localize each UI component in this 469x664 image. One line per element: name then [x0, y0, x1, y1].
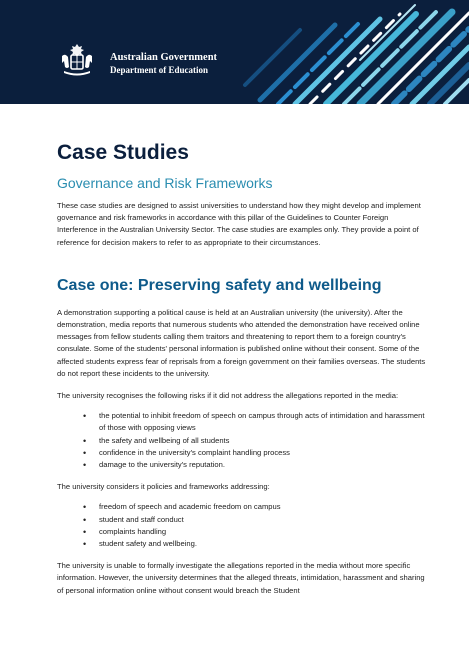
list-item: • freedom of speech and academic freedom on campus [83, 501, 427, 513]
case-one-paragraph-1: A demonstration supporting a political cause is held at an Australian university (the university). After the demonstration, media reports that numerous students who attended the demonstration have received online messages from fellow students calling them traitors and threatening to report them to a foreign country's consulate. Some of the students' personal information is published online without their consent. Some of the affected students express fear of reprisals from a foreign government on their families overseas. The students do not report these incidents to the university. [57, 307, 426, 378]
list-item: • damage to the university's reputation. [83, 459, 427, 471]
page-subtitle: Governance and Risk Frameworks [57, 175, 273, 191]
coat-of-arms-icon [58, 42, 96, 78]
header-banner [0, 0, 469, 104]
decorative-stripes [240, 0, 469, 104]
list-item: • complaints handling [83, 526, 427, 538]
case-one-paragraph-4: The university is unable to formally investigate the allegations reported in the media without more specific information. However, the university determines that the alleged threats, intimidation, harassment and sharing of personal information online without consent would breach the Student [57, 561, 425, 595]
department-name: Department of Education [110, 65, 208, 75]
list-item: • the potential to inhibit freedom of speech on campus through acts of intimidation and harassment of those with opposing views [83, 410, 427, 434]
risks-list [57, 410, 427, 471]
case-one-paragraph-2: The university recognises the following risks if it did not address the allegations reported in the media: [57, 391, 399, 401]
list-item: • confidence in the university's complaint handling process [83, 447, 427, 459]
intro-paragraph: These case studies are designed to assist universities to understand how they might develop and implement governance and risk frameworks in accordance with this pillar of the Guidelines to Counter Foreign Interference in the Australian University Sector. The case studies are examples only. They provide a point of reference for decision makers to refer to as appropriate to their circumstances. [57, 201, 421, 247]
government-name: Australian Government [110, 52, 218, 63]
government-branding [110, 51, 217, 77]
case-one-paragraph-3: The university considers it policies and frameworks addressing: [57, 482, 270, 492]
document-body [57, 140, 427, 597]
list-item: • student safety and wellbeing. [83, 538, 427, 550]
section-heading-case-one: Case one: Preserving safety and wellbeing [57, 276, 382, 294]
page-title: Case Studies [57, 141, 189, 164]
list-item: • the safety and wellbeing of all students [83, 435, 427, 447]
list-item: • student and staff conduct [83, 514, 427, 526]
frameworks-list [57, 501, 427, 550]
